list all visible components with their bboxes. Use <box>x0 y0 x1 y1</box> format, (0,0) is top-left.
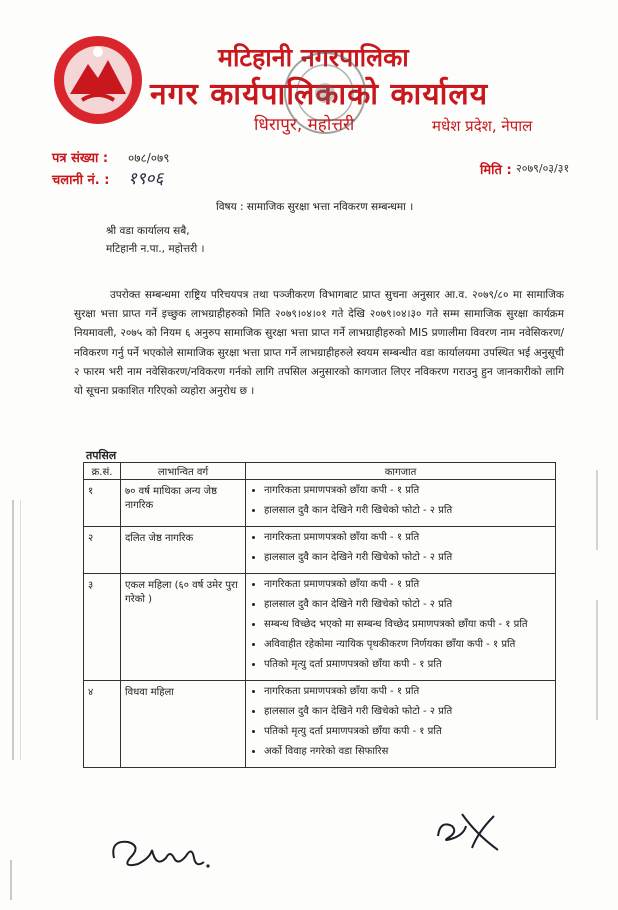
table-row <box>84 681 556 768</box>
reference-number-value: ०७८/०७९ <box>128 151 170 165</box>
column-header-sn: क्र.सं. <box>84 463 121 480</box>
row-serial: ३ <box>84 574 121 681</box>
document-item: • अविवाहीत रहेकोमा न्यायिक पृथकीकरण निर्णयका छाँया कपी - १ प्रति <box>264 637 551 652</box>
document-item: • सम्बन्ध विच्छेद भएको मा सम्बन्ध विच्छेद प्रमाणपत्रको छाँया कपी - १ प्रति <box>264 617 551 632</box>
date-label: मिति : <box>480 163 512 178</box>
row-serial: ४ <box>84 681 121 768</box>
row-category: विधवा महिला <box>121 681 246 768</box>
row-documents <box>246 527 556 574</box>
row-category: एकल महिला (६० वर्ष उमेर पुरा गरेको ) <box>121 574 246 681</box>
document-item: • हालसाल दुवै कान देखिने गरी खिचेको फोटो - २ प्रति <box>264 550 551 565</box>
dispatch-number-label: चलानी नं. : <box>52 173 110 188</box>
scan-fold-mark <box>596 470 602 550</box>
row-serial: १ <box>84 480 121 527</box>
body-paragraph: उपरोक्त सम्बन्धमा राष्ट्रिय परिचयपत्र तथा पञ्जीकरण विभागबाट प्राप्त सुचना अनुसार आ.व. २०७९/८० मा सामाजिक सुरक्षा भत्ता प्राप्त गर्ने इच्छुक लाभग्राहीहरुको मिति २०७९।०४।०१ गते देखि २०७९।०४।३० गते सम्म सामाजिक सुरक्षा कार्यक्रम नियमावली, २०७५ को नियम ६ अनुरुप सामाजिक सुरक्षा भत्ता प्राप्त गर्ने लाभग्राहीहरुको MIS प्रणालीमा विवरण नाम नवेसिकरण/नविकरण गर्नु पर्ने भएकोले सामाजिक सुरक्षा भत्ता प्राप्त गर्ने लाभग्राहीहरुले स्वयम सम्बन्धीत वडा कार्यालयमा उपस्थित भई अनुसूची २ फारम भरी नाम नवेसिकरण/नविकरण गर्नको लागि तपसिल अनुसारको कागजात लिएर नविकरण गराउनु हुन जानकारीको लागि यो सूचना प्रकाशित गरिएको व्यहोरा अनुरोध छ । <box>74 289 564 398</box>
document-item: • हालसाल दुवै कान देखिने गरी खिचेको फोटो - २ प्रति <box>264 503 551 518</box>
subject-line: विषय : सामाजिक सुरक्षा भत्ता नविकरण सम्बन्धमा । <box>216 201 414 213</box>
signature-left <box>108 828 216 876</box>
row-documents <box>246 574 556 681</box>
document-item: • अर्को विवाह नगरेको वडा सिफारिस <box>264 744 551 759</box>
addressee-line: श्री वडा कार्यालय सबै, <box>106 225 190 237</box>
scan-fold-mark <box>596 600 602 720</box>
municipality-name: मटिहानी नगरपालिका <box>218 43 409 72</box>
scan-fold-mark <box>12 500 21 760</box>
document-item: • पतिको मृत्यु दर्ता प्रमाणपत्रको छाँया कपी - १ प्रति <box>264 724 551 739</box>
table-header-row <box>84 463 556 480</box>
document-item: • हालसाल दुवै कान देखिने गरी खिचेको फोटो - २ प्रति <box>264 704 551 719</box>
table-row <box>84 480 556 527</box>
document-item: • नागरिकता प्रमाणपत्रको छाँया कपी - १ प्रति <box>264 530 551 545</box>
nepal-emblem-icon <box>52 34 144 126</box>
row-documents <box>246 480 556 527</box>
document-item: • नागरिकता प्रमाणपत्रको छाँया कपी - १ प्रति <box>264 684 551 699</box>
row-category: दलित जेष्ठ नागरिक <box>121 527 246 574</box>
district-address: धिरापुर, महोत्तरी <box>254 115 355 135</box>
document-item: • पतिको मृत्यु दर्ता प्रमाणपत्रको छाँया कपी - १ प्रति <box>264 657 551 672</box>
schedule-title: तपसिल <box>86 449 117 462</box>
signature-right <box>432 808 504 856</box>
document-item: • नागरिकता प्रमाणपत्रको छाँया कपी - १ प्रति <box>264 483 551 498</box>
dispatch-number-value: १९०६ <box>128 169 164 189</box>
document-item: • हालसाल दुवै कान देखिने गरी खिचेको फोटो - २ प्रति <box>264 597 551 612</box>
column-header-category: लाभान्वित वर्ग <box>121 463 246 480</box>
document-item: • नागरिकता प्रमाणपत्रको छाँया कपी - १ प्रति <box>264 577 551 592</box>
reference-number-label: पत्र संख्या : <box>52 151 109 166</box>
row-category: ७० वर्ष माथिका अन्य जेष्ठ नागरिक <box>121 480 246 527</box>
column-header-documents: कागजात <box>246 463 556 480</box>
row-serial: २ <box>84 527 121 574</box>
province-address: मधेश प्रदेश, नेपाल <box>432 117 533 135</box>
requirements-table <box>83 462 556 768</box>
office-name: नगर कार्यपालिकाको कार्यालय <box>150 77 489 112</box>
office-stamp-icon <box>282 50 368 136</box>
addressee-line: मटिहानी न.पा., महोत्तरी । <box>106 243 205 255</box>
table-row <box>84 574 556 681</box>
date-value: २०७९/०३/३१ <box>516 162 570 175</box>
row-documents <box>246 681 556 768</box>
table-row <box>84 527 556 574</box>
scan-fold-mark <box>10 860 16 900</box>
